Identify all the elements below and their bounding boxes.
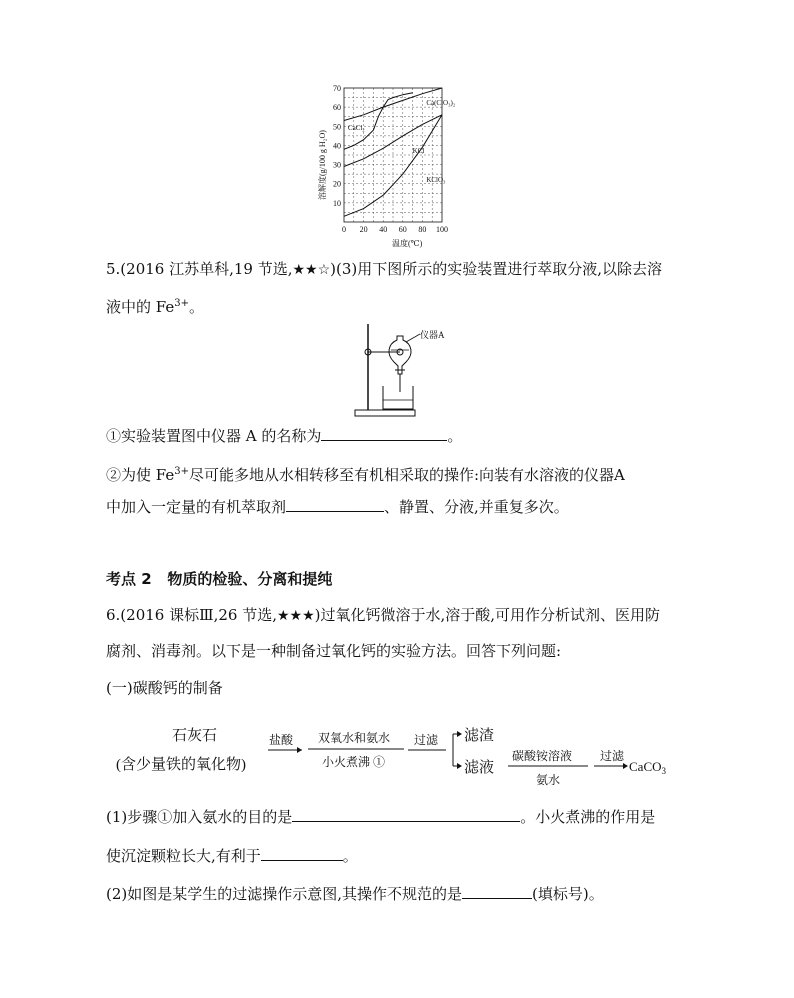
flow-product: CaCO$_3$ — [629, 759, 666, 776]
section-label: 考点 2 — [106, 570, 152, 588]
q5-difficulty-stars: ★★☆ — [292, 262, 331, 278]
series-line — [344, 93, 413, 150]
q6-s1-pre: (1)步骤①加入氨水的目的是 — [106, 808, 293, 826]
q6-line1 — [106, 605, 660, 626]
flow-output-residue: 滤渣 — [464, 728, 495, 744]
q6-prefix: 6.(2016 课标Ⅲ,26 节选, — [106, 606, 277, 624]
x-tick-label: 100 — [436, 225, 448, 234]
q5-line2-post: 。 — [188, 298, 204, 316]
series-label: CaCl₂ — [347, 124, 365, 133]
chart-grid — [344, 88, 442, 222]
flow-start-note: (含少量铁的氧化物) — [116, 757, 246, 773]
q5-sub2 — [106, 462, 625, 485]
stand-base — [355, 410, 415, 416]
y-tick-label: 10 — [333, 198, 341, 208]
q5-sub2-answer-blank[interactable] — [286, 497, 384, 512]
flow-branch-bottom-head — [457, 763, 462, 769]
solubility-chart — [310, 80, 480, 250]
flow-box-bottom: 小火煮沸 ① — [322, 755, 386, 769]
q5-line2 — [106, 294, 204, 317]
flow-arrow2-label: 过滤 — [414, 733, 439, 747]
y-tick-label: 20 — [333, 179, 341, 189]
section-title: 物质的检验、分离和提纯 — [167, 570, 333, 588]
q5-sub2-line2-text: 中加入一定量的有机萃取剂 — [106, 498, 287, 516]
chart-ylabel: 溶解度(g/100 g H₂O) — [318, 130, 327, 200]
flow-arrow3-bottom: 氨水 — [536, 773, 561, 787]
flow-box-top: 双氧水和氨水 — [318, 731, 391, 745]
q6-part1-text: (一)碳酸钙的制备 — [106, 679, 223, 697]
series-label: KClO₃ — [426, 175, 446, 184]
y-tick-label: 70 — [333, 84, 341, 93]
q6-difficulty-stars: ★★★ — [276, 608, 315, 624]
q5-sub2-sup: 3+ — [174, 466, 189, 477]
q6-s2 — [106, 884, 604, 904]
q5-prefix: 5.(2016 江苏单科,19 节选, — [106, 260, 293, 278]
q6-s1-post: 。小火煮沸的作用是 — [520, 808, 656, 826]
flow-output-filtrate: 滤液 — [464, 760, 495, 776]
x-tick-label: 80 — [418, 225, 427, 234]
y-tick-label: 30 — [333, 160, 341, 170]
q6-s1-line2-text: 使沉淀颗粒长大,有利于 — [106, 847, 261, 865]
flow-branch-top-head — [457, 731, 462, 737]
separatory-funnel-apparatus — [350, 320, 460, 420]
q6-s1-line2-end: 。 — [342, 847, 358, 865]
q6-s1-answer-blank[interactable] — [292, 807, 520, 822]
x-tick-label: 0 — [342, 225, 346, 234]
flow-arrow4-label: 过滤 — [600, 749, 625, 763]
q6-s2-pre: (2)如图是某学生的过滤操作示意图,其操作不规范的是 — [106, 885, 463, 903]
q6-part1 — [106, 678, 223, 698]
q6-s1-line2 — [106, 846, 358, 866]
q5-sub2-pre: ②为使 Fe — [106, 466, 175, 484]
q6-line2 — [106, 641, 561, 661]
q5-sub1 — [106, 426, 462, 446]
section-header — [106, 569, 332, 589]
q5-sub1-end: 。 — [447, 427, 463, 445]
chart-xlabel: 温度(℃) — [392, 239, 423, 248]
label-pointer — [406, 334, 420, 342]
q6-s2-answer-blank[interactable] — [462, 884, 532, 899]
q5-line1 — [106, 259, 662, 280]
q6-s1 — [106, 807, 655, 827]
q5-sub2-line2 — [106, 497, 569, 517]
q5-sub1-answer-blank[interactable] — [321, 426, 447, 441]
y-tick-label: 40 — [333, 141, 341, 151]
series-label: KCl — [412, 147, 425, 156]
q5-sub2-post: 尽可能多地从水相转移至有机相采取的操作:向装有水溶液的仪器A — [188, 466, 625, 484]
q5-suffix: )(3)用下图所示的实验装置进行萃取分液,以除去溶 — [330, 260, 663, 278]
beaker — [383, 386, 413, 409]
x-tick-label: 20 — [359, 225, 368, 234]
x-tick-label: 40 — [379, 225, 388, 234]
q5-line2-sup: 3+ — [174, 298, 189, 309]
flow-arrow4-head — [623, 763, 628, 769]
process-flow-diagram — [110, 718, 710, 798]
x-tick-label: 60 — [398, 225, 407, 234]
q5-line2-pre: 液中的 Fe — [106, 298, 175, 316]
q6-s2-post: (填标号)。 — [532, 885, 604, 903]
apparatus-label: 仪器A — [420, 330, 445, 340]
q6-line2-text: 腐剂、消毒剂。以下是一种制备过氧化钙的实验方法。回答下列问题: — [106, 642, 562, 660]
flow-arrow3-top: 碳酸铵溶液 — [512, 749, 573, 763]
y-tick-label: 60 — [333, 103, 341, 113]
flow-arrow1-head — [297, 747, 302, 753]
flow-start-name: 石灰石 — [172, 728, 218, 744]
q5-sub2-line2-end: 、静置、分液,并重复多次。 — [384, 498, 569, 516]
flow-arrow1-label: 盐酸 — [269, 733, 294, 747]
y-tick-label: 50 — [333, 122, 341, 132]
series-label: Ca(ClO₃)₂ — [426, 99, 456, 108]
q6-suffix: )过氧化钙微溶于水,溶于酸,可用作分析试剂、医用防 — [314, 606, 661, 624]
q6-s1-line2-answer-blank[interactable] — [261, 846, 343, 861]
q5-sub1-text: ①实验装置图中仪器 A 的名称为 — [106, 427, 322, 445]
